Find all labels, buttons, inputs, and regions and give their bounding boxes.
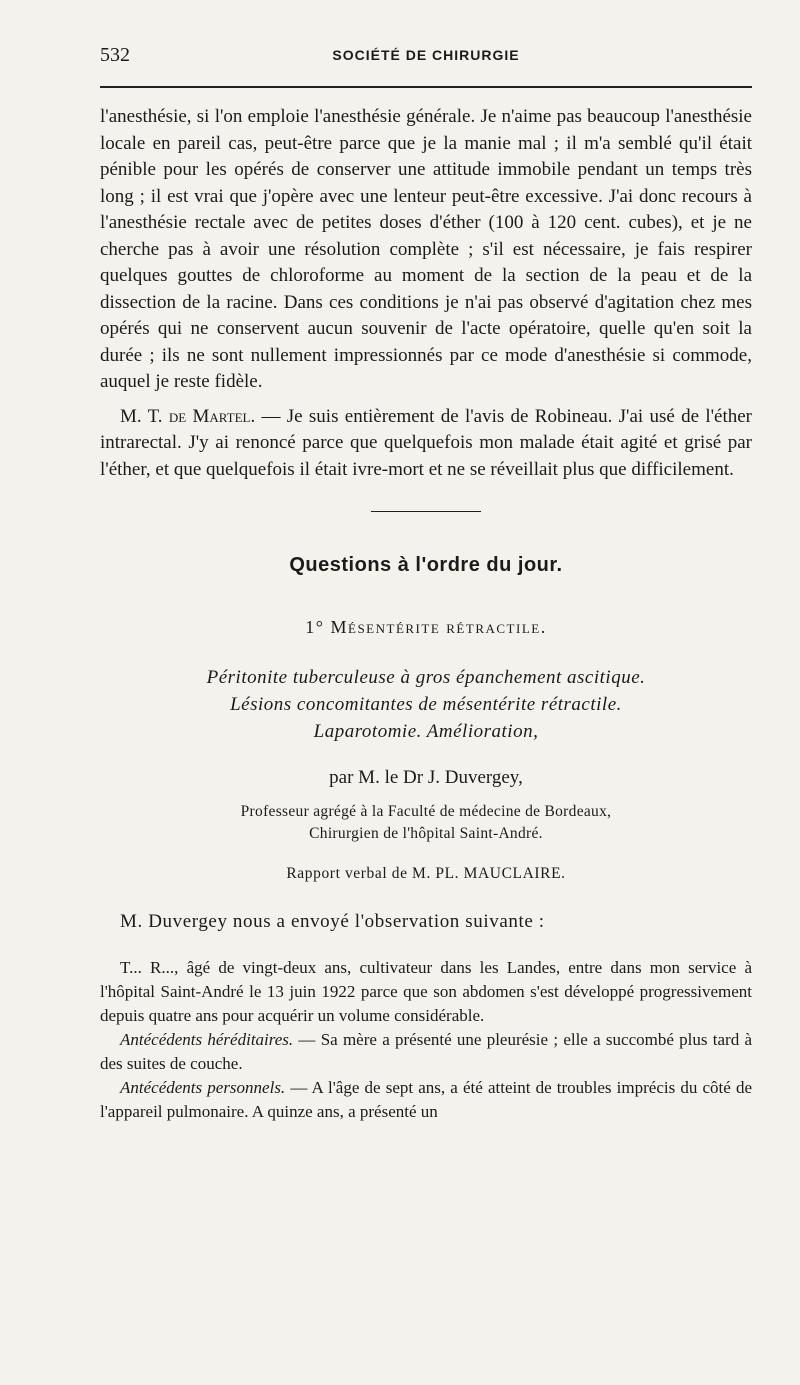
observation-paragraph: [100, 1076, 752, 1124]
intro-line: M. Duvergey nous a envoyé l'observation suivante :: [120, 911, 545, 932]
page-header: [100, 44, 752, 74]
affiliation-line: Chirurgien de l'hôpital Saint-André.: [309, 825, 543, 842]
affiliation-line: Professeur agrégé à la Faculté de médecine de Bordeaux,: [240, 803, 612, 820]
page-body: [100, 104, 752, 1124]
speaker-remark: — Je suis entièrement de l'avis de Robineau. J'ai usé de l'éther intrarectal. J'y ai renoncé parce que quelquefois mon malade était agité et grisé par l'éther, et que quelquefois il était ivre-mort et ne se réveillait plus que difficilement.: [100, 405, 752, 480]
article-title-line: Laparotomie. Amélioration,: [313, 721, 539, 742]
running-title: SOCIÉTÉ DE CHIRURGIE: [332, 47, 520, 63]
observation: [100, 956, 752, 1124]
personal-text: — A l'âge de sept ans, a été atteint de troubles imprécis du côté de l'appareil pulmonaire. A quinze ans, a présenté un: [100, 1077, 752, 1121]
article-title: [100, 664, 752, 745]
page-number: 532: [100, 44, 130, 66]
subsection-title: 1° Mésentérite rétractile.: [305, 617, 547, 637]
heading-personal: Antécédents personnels.: [120, 1077, 286, 1097]
author-affiliation: [100, 801, 752, 845]
paragraph-anesthesia: l'anesthésie, si l'on emploie l'anesthésie générale. Je n'aime pas beaucoup l'anesthésie locale en pareil cas, peut-être parce que je la manie mal ; il m'a semblé qu'il était pénible pour les opérés de conserver une attitude immobile pendant un temps très long ; il est vrai que j'opère avec une lenteur peut-être excessive. J'ai donc recours à l'anesthésie rectale avec de petites doses d'éther (100 à 120 cent. cubes), et je ne cherche pas à avoir une résolution complète ; s'il est nécessaire, je fais respirer quelques gouttes de chloroforme au moment de la section de la peau et de la dissection de la racine. Dans ces conditions je n'ai pas observé d'agitation chez mes opérés qui ne conservent aucun souvenir de l'acte opératoire, quelle qu'en soit la durée ; ils ne sont nullement impressionnés par ce mode d'anesthésie si commode, auquel je reste fidèle.: [100, 106, 752, 392]
observation-paragraph: [100, 1028, 752, 1076]
observation-paragraph: T... R..., âgé de vingt-deux ans, cultivateur dans les Landes, entre dans mon service à l'hôpital Saint-André le 13 juin 1922 parce que son abdomen s'est développé progressivement depuis quatre ans pour acquérir un volume considérable.: [100, 957, 752, 1025]
article-title-line: Péritonite tuberculeuse à gros épanchement ascitique.: [206, 667, 646, 688]
speaker-name: M. T. de Martel.: [120, 405, 256, 427]
report-line: Rapport verbal de M. PL. MAUCLAIRE.: [286, 865, 566, 882]
header-rule: [100, 86, 752, 88]
heading-hereditary: Antécédents héréditaires.: [120, 1029, 294, 1049]
author-line: par M. le Dr J. Duvergey,: [329, 767, 523, 788]
paragraph-de-martel: [100, 404, 752, 484]
article-title-line: Lésions concomitantes de mésentérite rétractile.: [230, 694, 622, 715]
section-divider: [371, 511, 481, 512]
hereditary-text: — Sa mère a présenté une pleurésie ; elle a succombé plus tard à des suites de couche.: [100, 1029, 753, 1073]
section-title: Questions à l'ordre du jour.: [289, 554, 563, 576]
